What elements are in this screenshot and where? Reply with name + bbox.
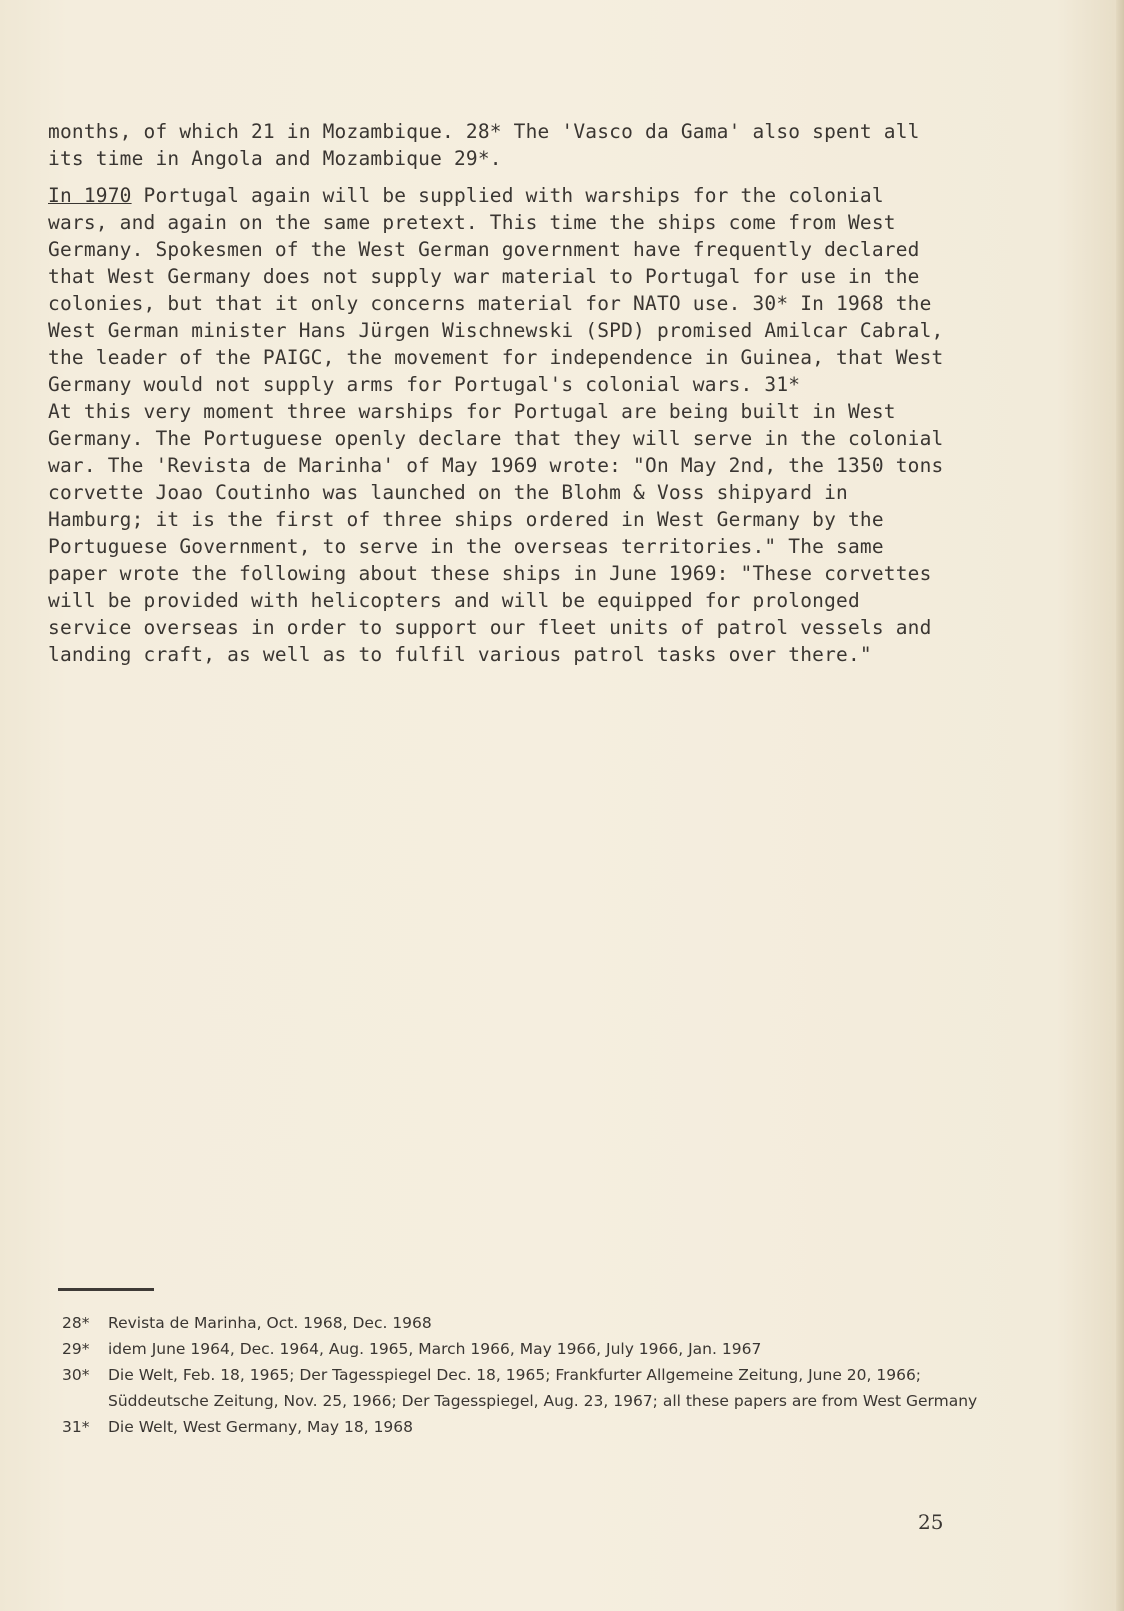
footnote-number: 28* xyxy=(62,1314,90,1332)
paragraph-2-underlined-start: In 1970 xyxy=(48,184,132,207)
footnote-number: 29* xyxy=(62,1340,90,1358)
paragraph-1: months, of which 21 in Mozambique. 28* The 'Vasco da Gama' also spent all its time in Angola and Mozambique 29*. xyxy=(48,120,920,170)
page-number: 25 xyxy=(918,1510,944,1534)
footnote-divider xyxy=(58,1288,154,1291)
footnote-number: 31* xyxy=(62,1418,90,1436)
footnote-text: idem June 1964, Dec. 1964, Aug. 1965, March 1966, May 1966, July 1966, Jan. 1967 xyxy=(108,1340,762,1358)
footnote-number: 30* xyxy=(62,1366,90,1384)
footnote-30 xyxy=(62,1362,982,1414)
paragraph-2-text: Portugal again will be supplied with warships for the colonial wars, and again on the same pretext. This time the ships come from West Germany. Spokesmen of the West German government have frequently declared that West Germany does not supply war material to Portugal for use in the colonies, but that it only concerns material for NATO use. 30* In 1968 the West German minister Hans Jürgen Wischnewski (SPD) promised Amilcar Cabral, the leader of the PAIGC, the movement for independence in Guinea, that West Germany would not supply arms for Portugal's colonial wars. 31* xyxy=(48,184,944,396)
footnote-29 xyxy=(62,1336,982,1362)
page-edge xyxy=(1116,0,1124,1611)
paragraph-2 xyxy=(48,182,948,398)
footnote-28 xyxy=(62,1310,982,1336)
footnotes xyxy=(62,1310,982,1440)
main-text xyxy=(48,118,948,668)
footnote-text: Revista de Marinha, Oct. 1968, Dec. 1968 xyxy=(108,1314,432,1332)
footnote-text: Die Welt, Feb. 18, 1965; Der Tagesspiegel Dec. 18, 1965; Frankfurter Allgemeine Zeitung, June 20, 1966; Süddeutsche Zeitung, Nov. 25, 1966; Der Tagesspiegel, Aug. 23, 1967; all these papers are from West Germany xyxy=(108,1366,978,1410)
footnote-31 xyxy=(62,1414,982,1440)
paragraph-3: At this very moment three warships for Portugal are being built in West Germany. The Portuguese openly declare that they will serve in the colonial war. The 'Revista de Marinha' of May 1969 wrote: "On May 2nd, the 1350 tons corvette Joao Coutinho was launched on the Blohm & Voss shipyard in Hamburg; it is the first of three ships ordered in West Germany by the Portuguese Government, to serve in the overseas territories." The same paper wrote the following about these ships in June 1969: "These corvettes will be provided with helicopters and will be equipped for prolonged service overseas in order to support our fleet units of patrol vessels and landing craft, as well as to fulfil various patrol tasks over there." xyxy=(48,400,944,666)
footnote-text: Die Welt, West Germany, May 18, 1968 xyxy=(108,1418,414,1436)
